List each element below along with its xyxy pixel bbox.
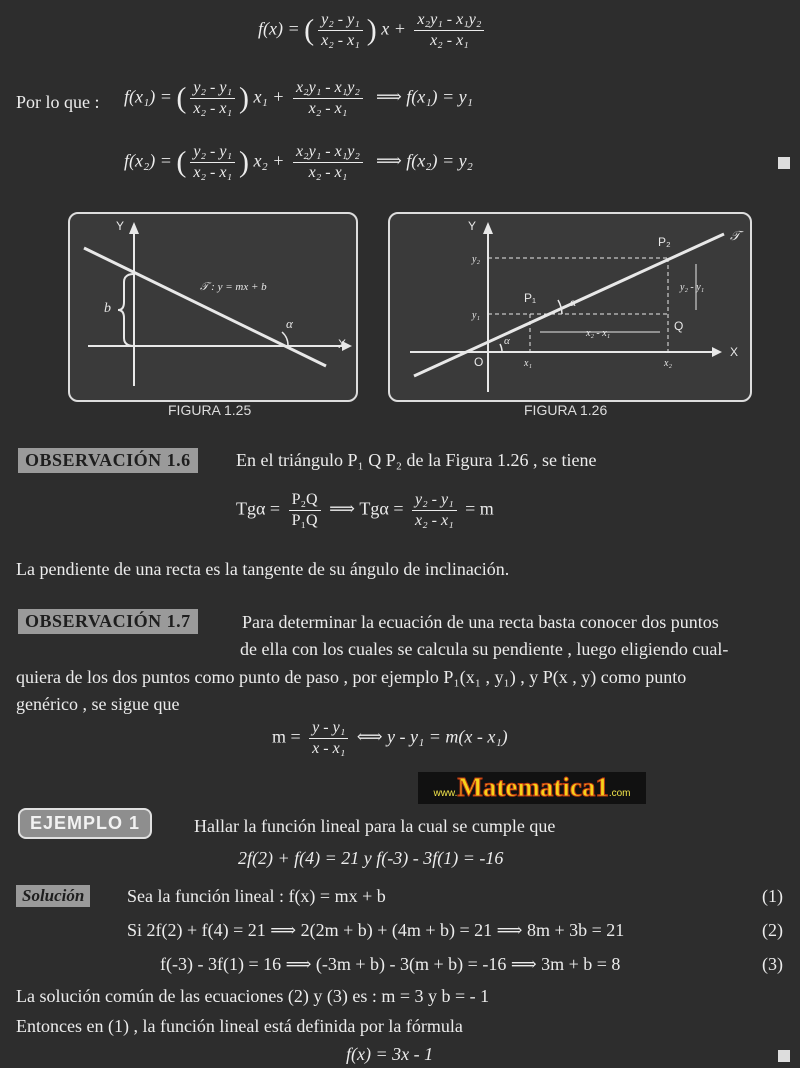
obs17-line4: genérico , se sigue que <box>16 694 180 714</box>
frac-den: x - x₁ <box>312 740 346 757</box>
formula-rhs: ⟹ f(x₂) = y₂ <box>375 150 473 171</box>
solucion-line2: Si 2f(2) + f(4) = 21 ⟹ 2(2m + b) + (4m + b) = 21 ⟹ 8m + 3b = 21 <box>127 920 625 940</box>
line-equation-label: 𝒯 : y = mx + b <box>200 281 267 293</box>
formula-lhs: f(x) = <box>258 18 300 39</box>
frac-den: x₂ - x₁ <box>430 32 469 49</box>
x-label: X <box>338 337 347 351</box>
equation-number-2: (2) <box>762 920 783 940</box>
tg-arrow: ⟹ Tgα = <box>329 498 404 519</box>
x-axis-arrow <box>712 347 722 357</box>
formula-mid: x + <box>381 18 406 39</box>
b-brace <box>118 274 134 346</box>
alpha-arc-origin <box>500 344 502 352</box>
obs17-line3: quiera de los dos puntos como punto de paso , por ejemplo P₁(x₁ , y₁) , y P(x , y) como punto <box>16 667 687 687</box>
dy-label: y₂ - y₁ <box>680 282 705 293</box>
equation-number-3: (3) <box>762 954 783 974</box>
formula-lhs: f(x₁) = <box>124 86 172 107</box>
logo-suffix: .com <box>608 788 631 799</box>
y-label: Y <box>116 219 125 233</box>
y2-label: y₂ <box>472 254 480 265</box>
frac-num: x₂y₁ - x₁y₂ <box>293 78 363 99</box>
observacion-1-6-label: OBSERVACIÓN 1.6 <box>18 448 198 473</box>
formula-fx: f(x) = ( $\frac{\text{y₂ - y₁}}{\text{x₂ - x₁}}$ ) x + $\frac{\text{x₂y₁ - x₁y₂}}{\text{x₂ - x₁}}$ <box>258 10 488 51</box>
frac-den: x₂ - x₁ <box>308 164 348 181</box>
tg-m: = m <box>465 498 494 519</box>
frac-num: y - y₁ <box>309 718 348 739</box>
alpha-arc-p1 <box>558 300 562 314</box>
p1-label: P₁ <box>524 291 537 305</box>
alpha-label: α <box>286 316 293 331</box>
x2-label: x₂ <box>664 358 672 369</box>
frac-num: x₂y₁ - x₁y₂ <box>293 142 363 163</box>
solucion-line4: La solución común de las ecuaciones (2) y (3) es : m = 3 y b = - 1 <box>16 986 490 1006</box>
frac-den: x₂ - x₁ <box>193 164 233 181</box>
figure-1-25 <box>68 212 358 402</box>
frac-den: x₂ - x₁ <box>415 512 454 529</box>
q-label: Q <box>674 319 684 333</box>
frac-num: y₂ - y₁ <box>190 142 235 163</box>
frac-den: x₂ - x₁ <box>321 32 360 49</box>
formula-rhs: ⟹ f(x₁) = y₁ <box>375 86 473 107</box>
frac-den: x₂ - x₁ <box>308 100 348 117</box>
logo-text: Matematica1 <box>457 772 609 802</box>
frac-den: x₂ - x₁ <box>193 100 233 117</box>
qed-square <box>778 157 790 169</box>
solucion-line5: Entonces en (1) , la función lineal está definida por la fórmula <box>16 1016 463 1036</box>
curve-label: 𝒯 <box>730 228 740 243</box>
x-label: X <box>730 345 739 359</box>
line-l <box>84 248 326 366</box>
solucion-label: Solución <box>16 885 90 907</box>
equation-number-1: (1) <box>762 886 783 906</box>
ejemplo-condition: 2f(2) + f(4) = 21 y f(-3) - 3f(1) = -16 <box>238 848 504 868</box>
y-axis-arrow <box>483 222 493 234</box>
b-label: b <box>104 301 111 316</box>
y1-label: y₁ <box>472 310 480 321</box>
matematica1-logo <box>418 772 646 804</box>
frac-den: P₁Q <box>291 512 318 529</box>
frac-num: x₂y₁ - x₁y₂ <box>414 10 484 31</box>
figure-1-26-plot <box>390 214 750 400</box>
obs17-line2: de ella con los cuales se calcula su pendiente , luego eligiendo cual- <box>240 639 729 659</box>
solucion-line3: f(-3) - 3f(1) = 16 ⟹ (-3m + b) - 3(m + b) = -16 ⟹ 3m + b = 8 <box>160 954 621 974</box>
obs16-conclusion: La pendiente de una recta es la tangente de su ángulo de inclinación. <box>16 559 510 579</box>
y-axis-arrow <box>129 222 139 234</box>
figure-1-26-caption: FIGURA 1.26 <box>524 402 608 418</box>
observacion-1-7-label: OBSERVACIÓN 1.7 <box>18 609 198 634</box>
final-function: f(x) = 3x - 1 <box>346 1044 434 1064</box>
frac-num: y₂ - y₁ <box>318 10 363 31</box>
frac-num: y₂ - y₁ <box>412 490 457 511</box>
x1-label: x₁ <box>524 358 532 369</box>
alpha-label-p1: α <box>570 295 577 309</box>
formula-fx1: f(x₁) = ( $\frac{\text{y₂ - y₁}}{\text{x₂ - x₁}}$ ) x₁ + $\frac{\text{x₂y₁ - x₁y₂}}{\text{x₂ - x₁}}$ ⟹ f(x₁) = y₁ <box>124 79 473 117</box>
por-lo-que-label: Por lo que : <box>16 92 100 112</box>
qed-square-end <box>778 1050 790 1062</box>
tg-lhs: Tgα = <box>236 498 281 519</box>
p2-label: P₂ <box>658 235 671 249</box>
point-slope-rhs: ⟺ y - y₁ = m(x - x₁) <box>356 726 508 747</box>
frac-num: P₂Q <box>289 490 321 511</box>
figure-1-25-caption: FIGURA 1.25 <box>168 402 252 418</box>
formula-lhs: f(x₂) = <box>124 150 172 171</box>
formula-fx2: f(x₂) = ( $\frac{\text{y₂ - y₁}}{\text{x₂ - x₁}}$ ) x₂ + $\frac{\text{x₂y₁ - x₁y₂}}{\text{x₂ - x₁}}$ ⟹ f(x₂) = y₂ <box>124 143 473 181</box>
slope-formula <box>272 718 508 759</box>
logo-prefix: www. <box>433 788 458 799</box>
ejemplo-1-label: EJEMPLO 1 <box>18 808 152 839</box>
obs17-line1: Para determinar la ecuación de una recta basta conocer dos puntos <box>242 612 719 632</box>
formula-mid: x₁ + <box>253 86 285 107</box>
obs16-text: En el triángulo P₁ Q P₂ de la Figura 1.26 , se tiene <box>236 450 597 470</box>
figure-1-25-plot <box>70 214 356 400</box>
origin-label: O <box>474 355 484 369</box>
line-l <box>414 234 724 376</box>
y-label: Y <box>468 219 477 233</box>
ejemplo-statement: Hallar la función lineal para la cual se cumple que <box>194 816 556 836</box>
m-lhs: m = <box>272 726 301 747</box>
formula-mid: x₂ + <box>253 150 285 171</box>
frac-num: y₂ - y₁ <box>190 78 235 99</box>
figure-1-26 <box>388 212 752 402</box>
tangent-formula <box>236 490 494 531</box>
dx-label: x₂ - x₁ <box>586 328 611 339</box>
alpha-label-origin: α <box>504 335 510 347</box>
solucion-line1: Sea la función lineal : f(x) = mx + b <box>127 886 386 906</box>
